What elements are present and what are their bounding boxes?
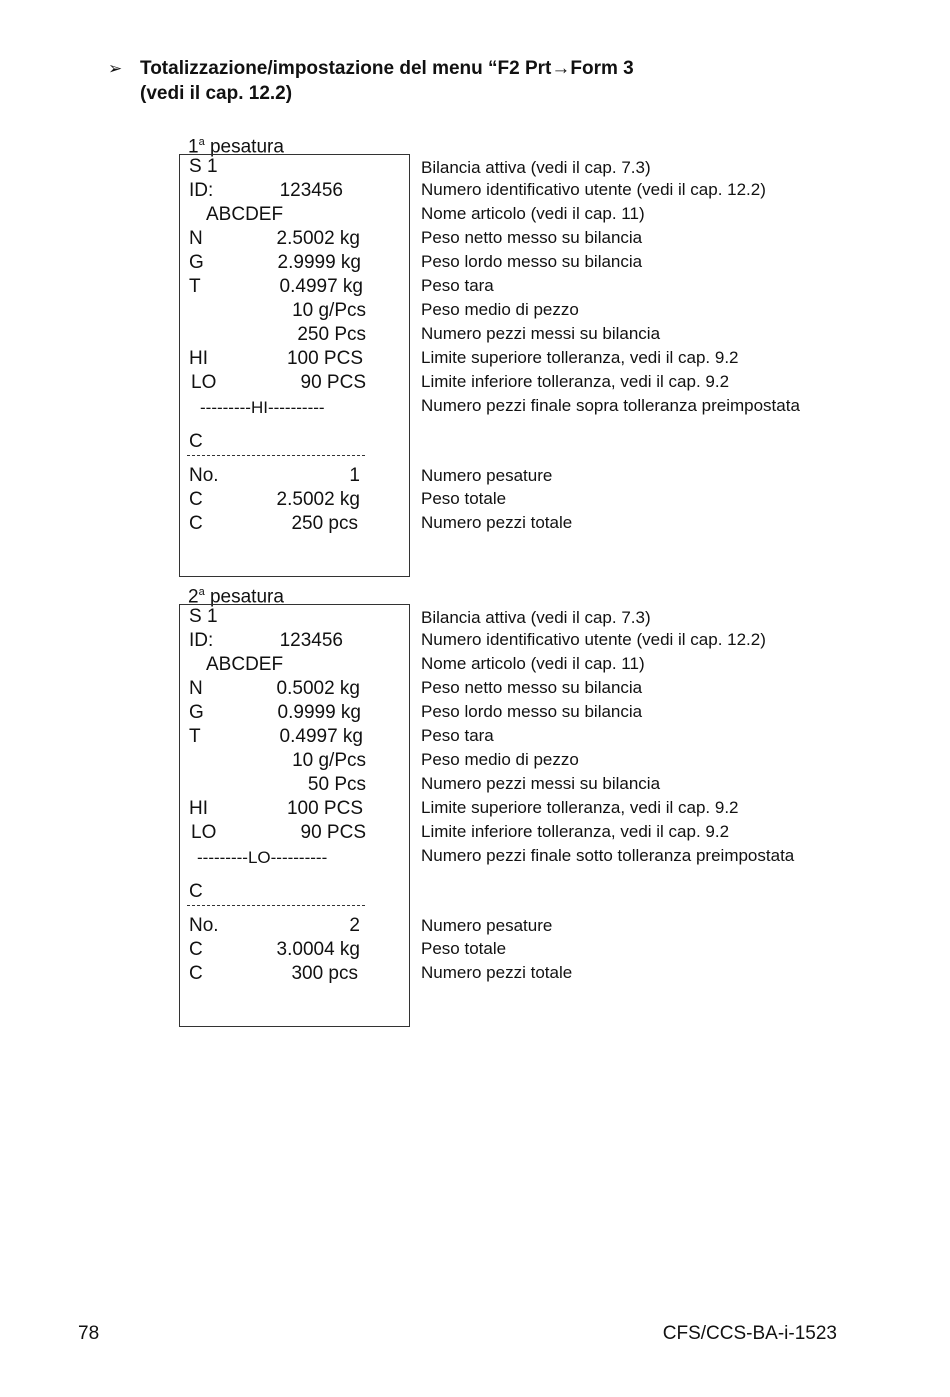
desc-pieces: Numero pezzi messi su bilancia bbox=[421, 324, 661, 343]
count-value: 1 bbox=[349, 465, 360, 486]
id-label: ID: bbox=[189, 180, 214, 201]
net-label: N bbox=[189, 678, 203, 699]
total-pieces-value: 300 pcs bbox=[291, 963, 358, 984]
id-value: 123456 bbox=[279, 630, 343, 651]
desc-net: Peso netto messo su bilancia bbox=[421, 228, 643, 247]
article-name: ABCDEF bbox=[206, 654, 284, 675]
desc-tare: Peso tara bbox=[421, 276, 494, 295]
tolerance-result: ---------LO---------- bbox=[197, 848, 328, 867]
desc-scale: Bilancia attiva (vedi il cap. 7.3) bbox=[421, 608, 651, 627]
tare-value: 0.4997 kg bbox=[279, 726, 363, 747]
hi-label: HI bbox=[189, 798, 208, 819]
desc-pieces: Numero pezzi messi su bilancia bbox=[421, 774, 661, 793]
desc-result: Numero pezzi finale sopra tolleranza preimpostata bbox=[421, 396, 800, 415]
count-label: No. bbox=[189, 915, 219, 936]
dashed-separator bbox=[187, 905, 365, 906]
desc-count: Numero pesature bbox=[421, 916, 553, 935]
heading-line-1: Totalizzazione/impostazione del menu “F2 Prt→Form 3 bbox=[140, 58, 634, 79]
id-label: ID: bbox=[189, 630, 214, 651]
desc-scale: Bilancia attiva (vedi il cap. 7.3) bbox=[421, 158, 651, 177]
count-label: No. bbox=[189, 465, 219, 486]
lo-label: LO bbox=[191, 372, 217, 393]
desc-hi: Limite superiore tolleranza, vedi il cap. 9.2 bbox=[421, 348, 739, 367]
desc-total-weight: Peso totale bbox=[421, 939, 507, 958]
total-weight-value: 3.0004 kg bbox=[276, 939, 360, 960]
net-value: 0.5002 kg bbox=[276, 678, 360, 699]
desc-lo: Limite inferiore tolleranza, vedi il cap. 9.2 bbox=[421, 822, 730, 841]
dashed-separator bbox=[187, 455, 365, 456]
count-value: 2 bbox=[349, 915, 360, 936]
desc-gross: Peso lordo messo su bilancia bbox=[421, 702, 643, 721]
total-pieces-label: C bbox=[189, 963, 203, 984]
desc-avg-weight: Peso medio di pezzo bbox=[421, 750, 579, 769]
total-weight-label: C bbox=[189, 939, 203, 960]
tare-label: T bbox=[189, 276, 201, 297]
tare-label: T bbox=[189, 726, 201, 747]
gross-label: G bbox=[189, 702, 204, 723]
article-name: ABCDEF bbox=[206, 204, 284, 225]
tare-value: 0.4997 kg bbox=[279, 276, 363, 297]
desc-article: Nome articolo (vedi il cap. 11) bbox=[421, 654, 645, 673]
scale-label: S 1 bbox=[189, 606, 218, 627]
hi-value: 100 PCS bbox=[286, 348, 363, 369]
section-label: 2$^a$ pesatura bbox=[188, 586, 284, 608]
section-label: 1$^a$ pesatura bbox=[188, 136, 284, 158]
gross-label: G bbox=[189, 252, 204, 273]
desc-id: Numero identificativo utente (vedi il cap. 12.2) bbox=[421, 180, 766, 199]
desc-net: Peso netto messo su bilancia bbox=[421, 678, 643, 697]
desc-count: Numero pesature bbox=[421, 466, 553, 485]
lo-label: LO bbox=[191, 822, 217, 843]
arrow-bullet-icon: ➢ bbox=[108, 59, 123, 78]
tolerance-result: ---------HI---------- bbox=[200, 398, 325, 417]
desc-id: Numero identificativo utente (vedi il cap. 12.2) bbox=[421, 630, 766, 649]
desc-lo: Limite inferiore tolleranza, vedi il cap. 9.2 bbox=[421, 372, 730, 391]
desc-total-pieces: Numero pezzi totale bbox=[421, 963, 573, 982]
avg-weight-value: 10 g/Pcs bbox=[292, 300, 366, 321]
pieces-value: 250 Pcs bbox=[297, 324, 366, 345]
desc-article: Nome articolo (vedi il cap. 11) bbox=[421, 204, 645, 223]
desc-hi: Limite superiore tolleranza, vedi il cap. 9.2 bbox=[421, 798, 739, 817]
gross-value: 2.9999 kg bbox=[277, 252, 361, 273]
total-pieces-value: 250 pcs bbox=[291, 513, 358, 534]
pieces-value: 50 Pcs bbox=[307, 774, 366, 795]
page-number: 78 bbox=[78, 1323, 100, 1344]
section-heading bbox=[108, 56, 868, 106]
scale-label: S 1 bbox=[189, 156, 218, 177]
hi-label: HI bbox=[189, 348, 208, 369]
document-id: CFS/CCS-BA-i-1523 bbox=[662, 1323, 837, 1344]
desc-tare: Peso tara bbox=[421, 726, 494, 745]
hi-value: 100 PCS bbox=[286, 798, 363, 819]
heading-line-2: (vedi il cap. 12.2) bbox=[140, 83, 293, 104]
total-weight-value: 2.5002 kg bbox=[276, 489, 360, 510]
total-weight-label: C bbox=[189, 489, 203, 510]
avg-weight-value: 10 g/Pcs bbox=[292, 750, 366, 771]
net-value: 2.5002 kg bbox=[276, 228, 360, 249]
desc-gross: Peso lordo messo su bilancia bbox=[421, 252, 643, 271]
gross-value: 0.9999 kg bbox=[277, 702, 361, 723]
desc-total-weight: Peso totale bbox=[421, 489, 507, 508]
total-pieces-label: C bbox=[189, 513, 203, 534]
desc-result: Numero pezzi finale sotto tolleranza preimpostata bbox=[421, 846, 795, 865]
lo-value: 90 PCS bbox=[300, 822, 366, 843]
desc-total-pieces: Numero pezzi totale bbox=[421, 513, 573, 532]
lo-value: 90 PCS bbox=[300, 372, 366, 393]
id-value: 123456 bbox=[279, 180, 343, 201]
desc-avg-weight: Peso medio di pezzo bbox=[421, 300, 579, 319]
total-header: C bbox=[189, 881, 203, 902]
total-header: C bbox=[189, 431, 203, 452]
net-label: N bbox=[189, 228, 203, 249]
